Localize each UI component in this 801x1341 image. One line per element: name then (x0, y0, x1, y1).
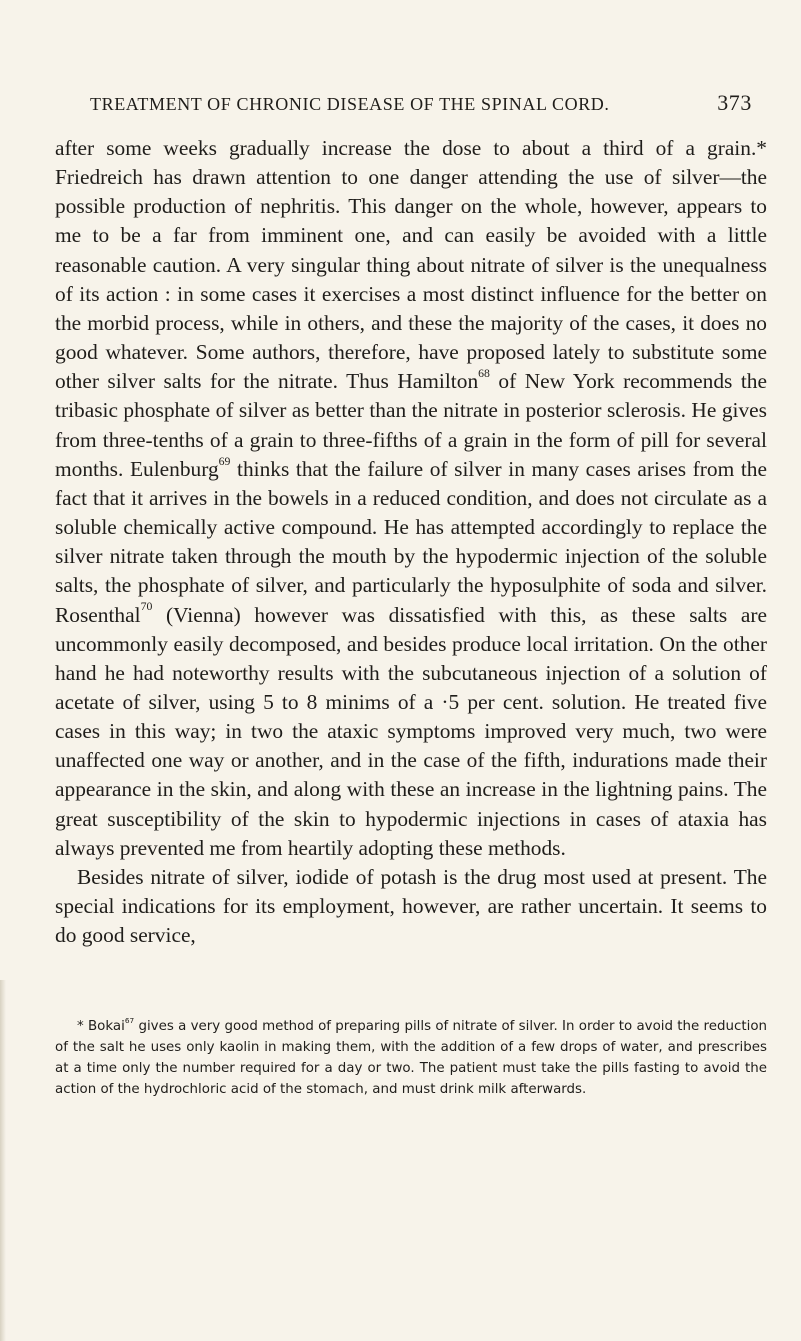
main-text (55, 134, 767, 950)
running-title: TREATMENT OF CHRONIC DISEASE OF THE SPINAL CORD. (90, 94, 610, 114)
text-run: (Vienna) however was dissatisfied with this, as these salts are uncommonly easily decomposed, and besides produce local irritation. On the other hand he had noteworthy results with the subcutaneous injection of a solution of acetate of silver, using 5 to 8 minims of a ·5 per cent. solution. He treated five cases in this way; in two the ataxic symptoms improved very much, two were unaffected one way or another, and in the case of the fifth, indurations made their appearance in the skin, and along with these an increase in the lightning pains. The great susceptibility of the skin to hypodermic injections in cases of ataxia has always prevented me from heartily adopting these methods. (55, 602, 767, 860)
reference-marker: 68 (478, 367, 490, 381)
running-header (60, 90, 760, 120)
reference-marker: 67 (124, 1015, 135, 1025)
reference-marker: 70 (140, 600, 153, 614)
text-run: after some weeks gradually increase the dose to about a third of a grain.* Friedreich has drawn attention to one danger attending the use of silver—the possible production of nephritis. This danger on the whole, however, appears to me to be a far from imminent one, and can easily be avoided with a little reasonable caution. A very singular thing about nitrate of silver is the unequalness of its action : in some cases it exercises a most distinct influence for the better on the morbid process, while in others, and these the majority of the cases, it does no good whatever. Some authors, therefore, have proposed lately to substitute some other silver salts for the nitrate. Thus Hamilton (55, 136, 767, 394)
text-run: gives a very good method of preparing pills of nitrate of silver. In order to avoid the reduction of the salt he uses only kaolin in making them, with the addition of a few drops of water, and prescribes at a time only the number required for a day or two. The patient must take the pills fasting to avoid the action of the hydrochloric acid of the stomach, and must drink milk afterwards. (55, 1019, 768, 1097)
paragraph: Besides nitrate of silver, iodide of potash is the drug most used at present. The special indications for its employment, however, are rather uncertain. It seems to do good service, (55, 864, 767, 948)
text-run: thinks that the failure of silver in many cases arises from the fact that it arrives in the bowels in a reduced condition, and does not circulate as a soluble chemically active compound. He has attempted accordingly to replace the silver nitrate taken through the mouth by the hypodermic injection of the soluble salts, the phosphate of silver, and particularly the hyposulphite of soda and silver. Rosenthal (55, 456, 767, 627)
page-number: 373 (717, 90, 752, 115)
footnote (55, 1016, 767, 1100)
footnote-paragraph (55, 1016, 767, 1100)
paragraph (55, 134, 767, 863)
text-run: * Bokai (77, 1019, 125, 1034)
text-run: of New York recommends the tribasic phosphate of silver as better than the nitrate in posterior sclerosis. He gives from three-tenths of a grain to three-fifths of a grain in the form of pill for several months. Eulenburg (55, 369, 767, 481)
page-edge-shadow (0, 980, 6, 1341)
reference-marker: 69 (218, 454, 231, 468)
